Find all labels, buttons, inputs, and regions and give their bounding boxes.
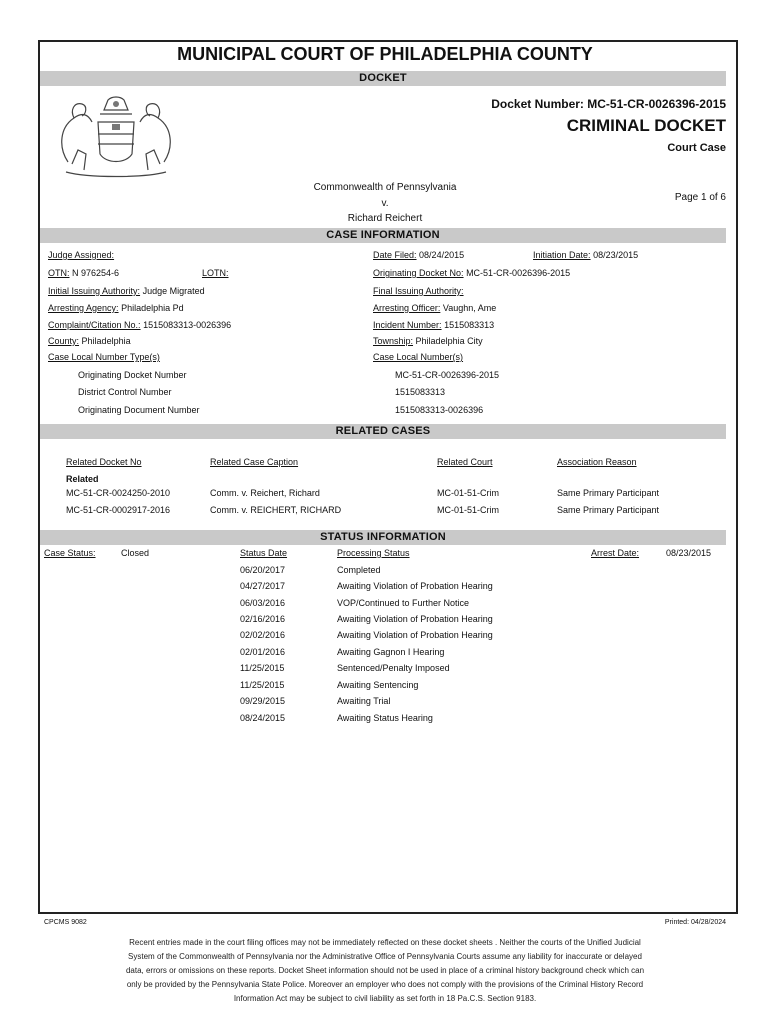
related-row-2-reason: Same Primary Participant	[557, 505, 660, 515]
pennsylvania-seal-icon	[48, 92, 184, 178]
originating-docket-row	[373, 268, 570, 278]
disclaimer-line-5: Information Act may be subject to civil liability as set forth in 18 Pa.C.S. Section 9183.	[233, 994, 537, 1003]
status-date-5: 02/02/2016	[240, 630, 286, 640]
local-number-type-label: Case Local Number Type(s)	[48, 352, 160, 362]
disclaimer-line-1: Recent entries made in the court filing offices may not be immediately reflected on these docket sheets . Neither the courts of the Unified Judicial	[129, 938, 641, 947]
initiation-date-row	[533, 250, 638, 260]
related-row-1-docket: MC-51-CR-0024250-2010	[66, 488, 171, 498]
status-date-1: 06/20/2017	[240, 565, 286, 575]
arresting-officer-label: Arresting Officer:	[373, 303, 441, 313]
related-row-1-reason: Same Primary Participant	[557, 488, 660, 498]
incident-label: Incident Number:	[373, 320, 442, 330]
status-date-10: 08/24/2015	[240, 713, 286, 723]
date-filed-row	[373, 250, 464, 260]
complaint-label: Complaint/Citation No.:	[48, 320, 141, 330]
county-value: Philadelphia	[81, 336, 131, 346]
county-label: County:	[48, 336, 80, 346]
printed-date: Printed: 04/28/2024	[664, 919, 726, 926]
status-text-8: Awaiting Sentencing	[337, 680, 419, 690]
case-kind: Court Case	[667, 142, 726, 154]
disclaimer-line-4: only be provided by the Pennsylvania State Police. Moreover an employer who does not comply with the provisions of the Criminal History Record	[126, 980, 644, 989]
incident-row	[373, 320, 494, 330]
page-info: Page 1 of 6	[674, 192, 726, 203]
lotn-label: LOTN:	[202, 268, 229, 278]
caption-versus: v.	[381, 198, 389, 209]
related-header-court: Related Court	[437, 457, 493, 467]
otn-label: OTN:	[48, 268, 70, 278]
status-text-10: Awaiting Status Hearing	[337, 713, 433, 723]
arresting-agency-value: Philadelphia Pd	[121, 303, 184, 313]
status-text-5: Awaiting Violation of Probation Hearing	[337, 630, 493, 640]
status-text-3: VOP/Continued to Further Notice	[337, 598, 470, 608]
local-number-2: 1515083313	[395, 387, 446, 397]
local-numbers-label: Case Local Number(s)	[373, 352, 464, 362]
docket-number: Docket Number: MC-51-CR-0026396-2015	[491, 97, 726, 111]
arresting-officer-value: Vaughn, Ame	[442, 303, 497, 313]
initial-authority-row	[48, 286, 205, 296]
status-text-9: Awaiting Trial	[337, 696, 391, 706]
related-header-docket: Related Docket No	[66, 457, 142, 467]
case-status-label: Case Status:	[44, 548, 96, 558]
township-value: Philadelphia City	[415, 336, 483, 346]
docket-bar: DOCKET	[40, 71, 726, 86]
status-date-3: 06/03/2016	[240, 598, 286, 608]
incident-value: 1515083313	[444, 320, 495, 330]
case-status-value: Closed	[121, 548, 150, 558]
status-date-9: 09/29/2015	[240, 696, 286, 706]
initiation-date-value: 08/23/2015	[593, 250, 639, 260]
initial-authority-value: Judge Migrated	[142, 286, 205, 296]
related-row-1-court: MC-01-51-Crim	[437, 488, 500, 498]
status-date-7: 11/25/2015	[240, 663, 285, 673]
date-filed-label: Date Filed:	[373, 250, 417, 260]
status-date-8: 11/25/2015	[240, 680, 285, 690]
case-information-bar: CASE INFORMATION	[40, 228, 726, 243]
county-row	[48, 336, 131, 346]
status-text-2: Awaiting Violation of Probation Hearing	[337, 581, 493, 591]
initiation-date-label: Initiation Date:	[533, 250, 591, 260]
township-label: Township:	[373, 336, 414, 346]
otn-row	[48, 268, 119, 278]
arresting-agency-row	[48, 303, 184, 313]
related-row-2-docket: MC-51-CR-0002917-2016	[66, 505, 171, 515]
initial-authority-label: Initial Issuing Authority:	[48, 286, 141, 296]
disclaimer-line-2: System of the Commonwealth of Pennsylvania nor the Administrative Office of Pennsylvania Courts assume any liability for inaccurate or delayed	[128, 952, 642, 961]
disclaimer	[60, 936, 710, 1006]
judge-assigned-label: Judge Assigned:	[48, 250, 115, 260]
caption-plaintiff: Commonwealth of Pennsylvania	[313, 182, 457, 193]
local-type-2: District Control Number	[78, 387, 172, 397]
status-text-7: Sentenced/Penalty Imposed	[337, 663, 450, 673]
status-text-1: Completed	[337, 565, 381, 575]
related-header-caption: Related Case Caption	[210, 457, 299, 467]
originating-docket-label: Originating Docket No:	[373, 268, 464, 278]
related-header-reason: Association Reason	[557, 457, 637, 467]
status-date-6: 02/01/2016	[240, 647, 286, 657]
status-date-header: Status Date	[240, 548, 288, 558]
status-text-6: Awaiting Gagnon I Hearing	[337, 647, 445, 657]
status-date-4: 02/16/2016	[240, 614, 286, 624]
processing-status-header: Processing Status	[337, 548, 410, 558]
local-number-3: 1515083313-0026396	[395, 405, 484, 415]
arresting-agency-label: Arresting Agency:	[48, 303, 119, 313]
final-authority-label: Final Issuing Authority:	[373, 286, 464, 296]
local-type-1: Originating Docket Number	[78, 370, 187, 380]
related-cases-bar: RELATED CASES	[40, 424, 726, 439]
related-row-2-caption: Comm. v. REICHERT, RICHARD	[210, 505, 342, 515]
township-row	[373, 336, 483, 346]
otn-value: N 976254-6	[72, 268, 120, 278]
arrest-date-label: Arrest Date:	[591, 548, 640, 558]
local-number-1: MC-51-CR-0026396-2015	[395, 370, 500, 380]
form-id: CPCMS 9082	[44, 919, 87, 926]
court-title: MUNICIPAL COURT OF PHILADELPHIA COUNTY	[177, 44, 593, 64]
status-information-bar: STATUS INFORMATION	[40, 530, 726, 545]
docket-type: CRIMINAL DOCKET	[566, 116, 726, 135]
complaint-row	[48, 320, 231, 330]
status-date-2: 04/27/2017	[240, 581, 286, 591]
originating-docket-value: MC-51-CR-0026396-2015	[466, 268, 571, 278]
related-row-1-caption: Comm. v. Reichert, Richard	[210, 488, 320, 498]
local-type-3: Originating Document Number	[78, 405, 200, 415]
complaint-value: 1515083313-0026396	[143, 320, 232, 330]
arresting-officer-row	[373, 303, 496, 313]
status-text-4: Awaiting Violation of Probation Hearing	[337, 614, 493, 624]
arrest-date-value: 08/23/2015	[666, 548, 712, 558]
date-filed-value: 08/24/2015	[419, 250, 465, 260]
related-group-label: Related	[66, 474, 99, 484]
disclaimer-line-3: data, errors or omissions on these reports. Docket Sheet information should not be used in place of a criminal history background check which can	[125, 966, 645, 975]
caption-defendant: Richard Reichert	[347, 213, 423, 224]
related-row-2-court: MC-01-51-Crim	[437, 505, 500, 515]
